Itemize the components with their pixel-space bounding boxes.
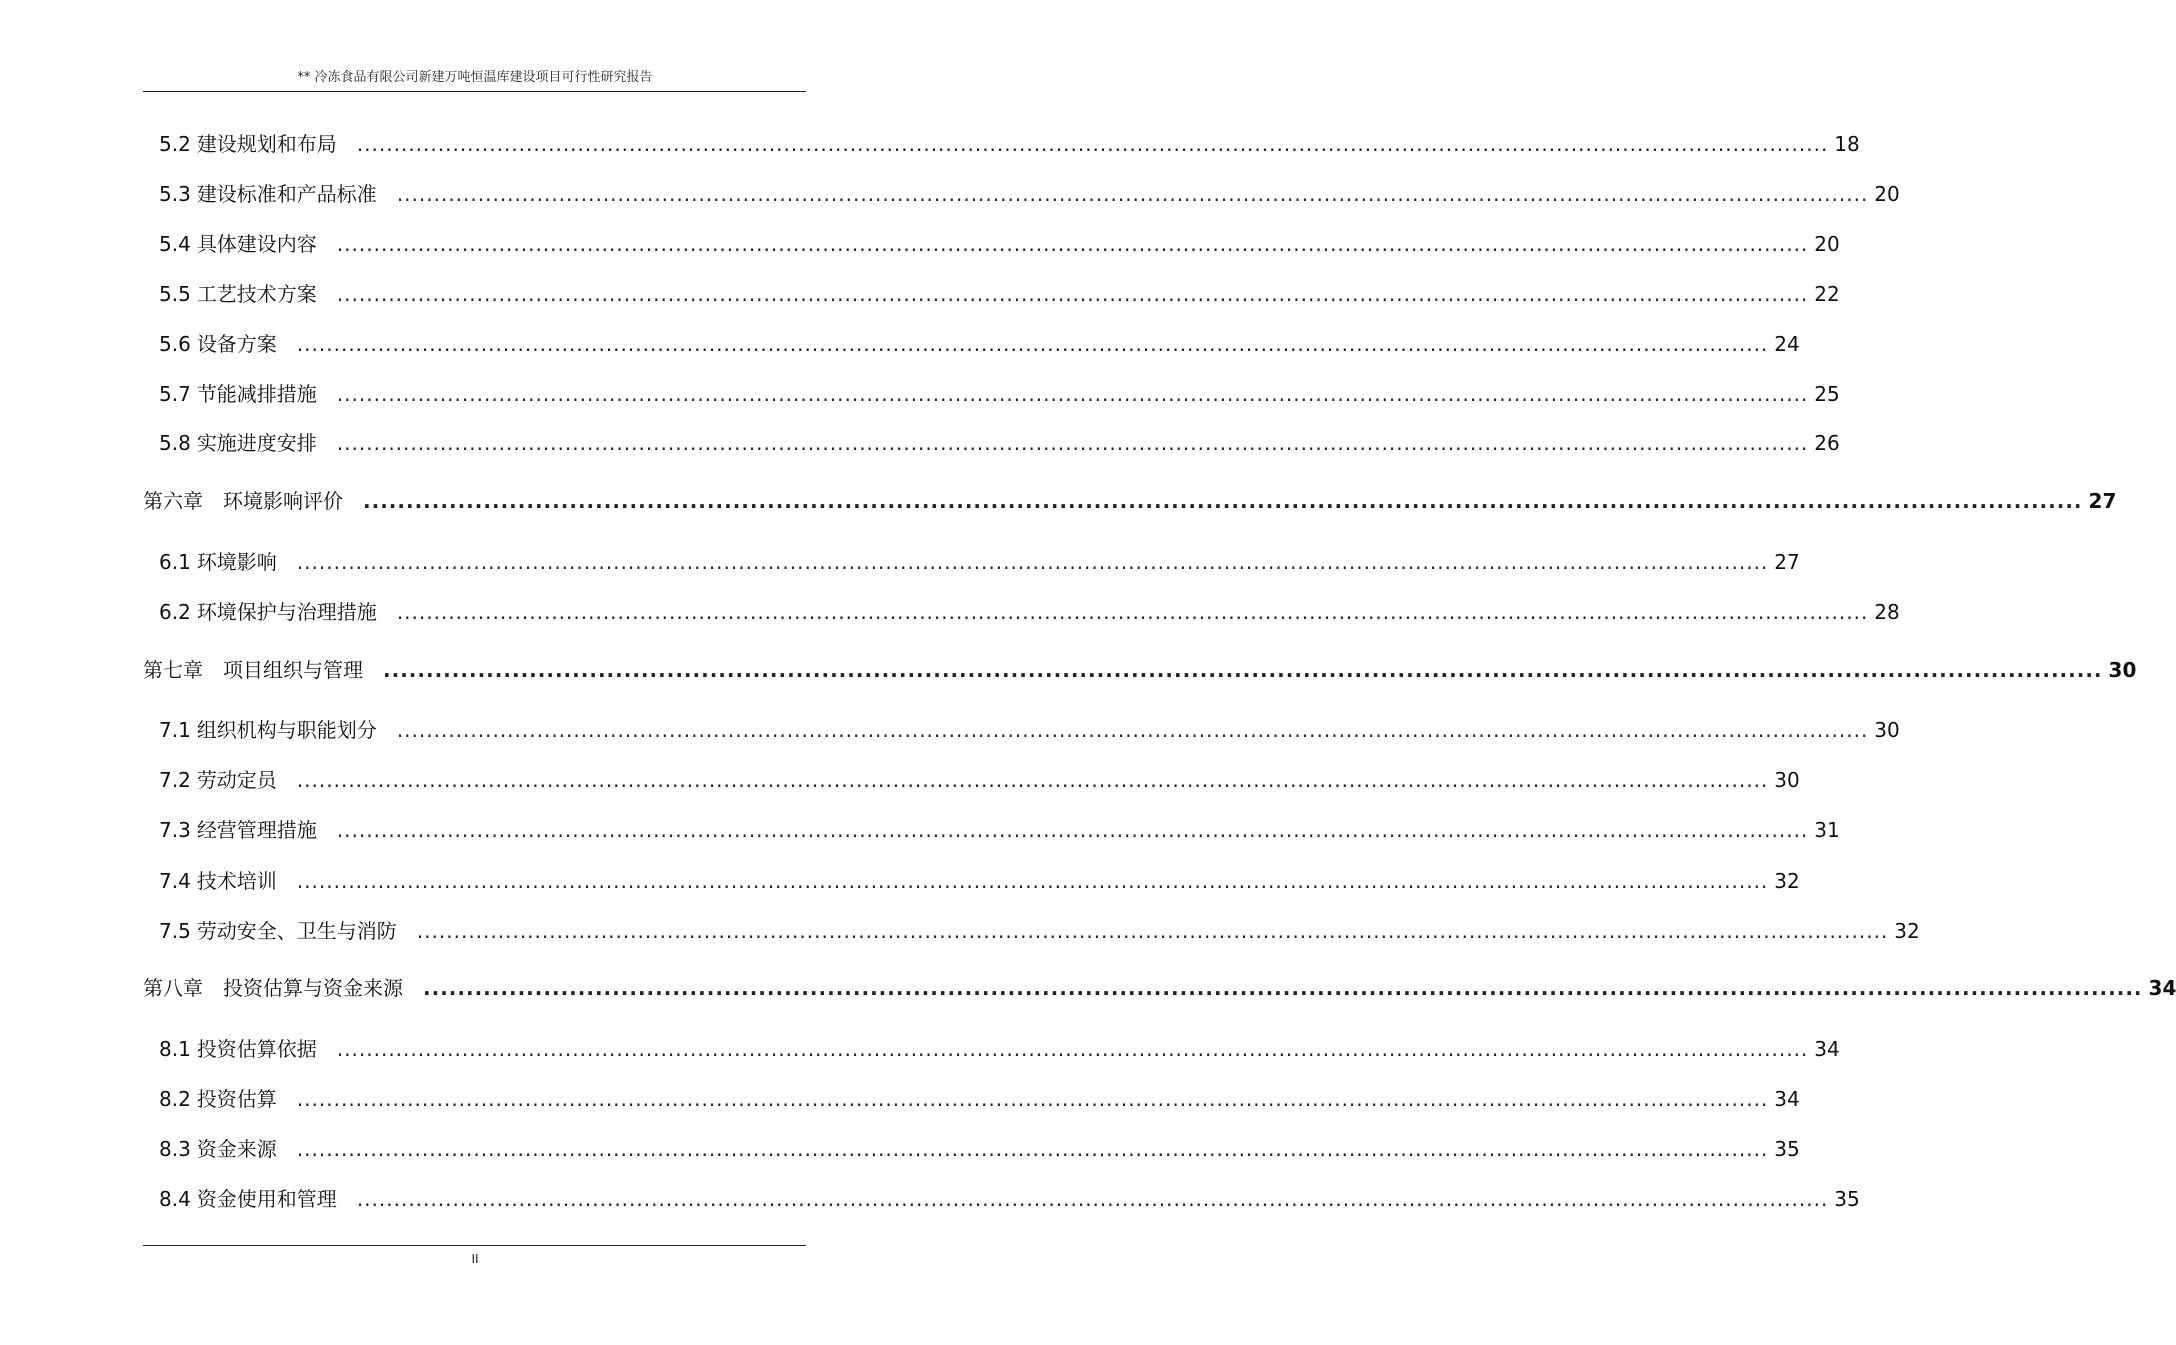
toc-entry-title: 具体建设内容 bbox=[196, 232, 317, 256]
toc-entry[interactable] bbox=[159, 330, 1800, 358]
toc-entry[interactable] bbox=[159, 1135, 1800, 1163]
toc-entry-page: 26 bbox=[1814, 431, 1840, 455]
toc-entry-number: 8.3 bbox=[159, 1137, 191, 1161]
toc-entry-title: 投资估算 bbox=[196, 1087, 277, 1111]
toc-leader-dots: ........................................................................................................................................................................................................ bbox=[296, 1137, 1769, 1161]
toc-entry-number: 8.2 bbox=[159, 1087, 191, 1111]
toc-entry-number: 7.2 bbox=[159, 768, 191, 792]
toc-entry-number: 6.1 bbox=[159, 550, 191, 574]
toc-leader-dots: ........................................................................................................................................................................................................ bbox=[336, 282, 1809, 306]
toc-chapter-number: 第八章 bbox=[143, 976, 203, 1000]
toc-leader-dots: ........................................................................................................................................................................................................ bbox=[396, 718, 1869, 742]
toc-entry-page: 20 bbox=[1874, 182, 1900, 206]
toc-entry[interactable] bbox=[159, 429, 1840, 457]
toc-entry[interactable] bbox=[159, 867, 1800, 895]
toc-entry-number: 7.1 bbox=[159, 718, 191, 742]
toc-entry-number: 5.5 bbox=[159, 282, 191, 306]
toc-leader-dots: ........................................................................................................................................................................................................ bbox=[363, 489, 2083, 513]
toc-leader-dots: ........................................................................................................................................................................................................ bbox=[423, 976, 2143, 1000]
toc-entry-title: 节能减排措施 bbox=[196, 382, 317, 406]
toc-entry[interactable] bbox=[159, 716, 1900, 744]
toc-entry-number: 5.3 bbox=[159, 182, 191, 206]
toc-entry[interactable] bbox=[159, 1185, 1860, 1213]
toc-entry-title: 建设规划和布局 bbox=[196, 132, 337, 156]
toc-leader-dots: ........................................................................................................................................................................................................ bbox=[416, 919, 1889, 943]
toc-entry-page: 31 bbox=[1814, 818, 1840, 842]
toc-entry[interactable] bbox=[159, 598, 1900, 626]
toc-entry-title: 技术培训 bbox=[196, 869, 277, 893]
toc-chapter-entry[interactable] bbox=[143, 656, 2137, 684]
toc-entry-page: 18 bbox=[1834, 132, 1860, 156]
toc-chapter-page: 34 bbox=[2148, 976, 2176, 1000]
toc-entry-number: 8.4 bbox=[159, 1187, 191, 1211]
toc-entry[interactable] bbox=[159, 1035, 1840, 1063]
toc-chapter-title: 项目组织与管理 bbox=[223, 658, 363, 682]
toc-entry-page: 34 bbox=[1814, 1037, 1840, 1061]
toc-leader-dots: ........................................................................................................................................................................................................ bbox=[396, 182, 1869, 206]
toc-entry-title: 工艺技术方案 bbox=[196, 282, 317, 306]
toc-entry[interactable] bbox=[159, 130, 1860, 158]
toc-entry-number: 5.8 bbox=[159, 431, 191, 455]
toc-chapter-title: 环境影响评价 bbox=[223, 489, 343, 513]
toc-entry[interactable] bbox=[159, 917, 1920, 945]
toc-leader-dots: ........................................................................................................................................................................................................ bbox=[356, 1187, 1829, 1211]
toc-entry[interactable] bbox=[159, 230, 1840, 258]
toc-entry-title: 设备方案 bbox=[196, 332, 277, 356]
toc-entry-number: 5.4 bbox=[159, 232, 191, 256]
toc-entry-page: 22 bbox=[1814, 282, 1840, 306]
toc-entry-title: 资金来源 bbox=[196, 1137, 277, 1161]
toc-entry-page: 32 bbox=[1774, 869, 1800, 893]
toc-entry-number: 7.4 bbox=[159, 869, 191, 893]
toc-entry-number: 6.2 bbox=[159, 600, 191, 624]
toc-chapter-title: 投资估算与资金来源 bbox=[223, 976, 403, 1000]
toc-entry[interactable] bbox=[159, 548, 1800, 576]
toc-entry-page: 30 bbox=[1774, 768, 1800, 792]
toc-leader-dots: ........................................................................................................................................................................................................ bbox=[336, 818, 1809, 842]
footer-rule bbox=[143, 1245, 806, 1246]
toc-entry[interactable] bbox=[159, 1085, 1800, 1113]
toc-entry-number: 7.5 bbox=[159, 919, 191, 943]
toc-entry-title: 建设标准和产品标准 bbox=[196, 182, 377, 206]
toc-chapter-page: 27 bbox=[2088, 489, 2117, 513]
toc-leader-dots: ........................................................................................................................................................................................................ bbox=[336, 382, 1809, 406]
toc-entry-number: 7.3 bbox=[159, 818, 191, 842]
toc-entry-page: 35 bbox=[1834, 1187, 1860, 1211]
toc-entry-title: 投资估算依据 bbox=[196, 1037, 317, 1061]
toc-entry-page: 27 bbox=[1774, 550, 1800, 574]
toc-leader-dots: ........................................................................................................................................................................................................ bbox=[356, 132, 1829, 156]
toc-leader-dots: ........................................................................................................................................................................................................ bbox=[383, 658, 2103, 682]
toc-chapter-number: 第六章 bbox=[143, 489, 203, 513]
toc-entry-number: 5.6 bbox=[159, 332, 191, 356]
toc-entry-page: 32 bbox=[1894, 919, 1920, 943]
toc-entry-page: 35 bbox=[1774, 1137, 1800, 1161]
toc-entry-number: 5.7 bbox=[159, 382, 191, 406]
toc-entry-page: 34 bbox=[1774, 1087, 1800, 1111]
toc-entry-page: 30 bbox=[1874, 718, 1900, 742]
toc-entry-page: 28 bbox=[1874, 600, 1900, 624]
toc-entry-page: 25 bbox=[1814, 382, 1840, 406]
toc-entry[interactable] bbox=[159, 380, 1840, 408]
toc-leader-dots: ........................................................................................................................................................................................................ bbox=[296, 332, 1769, 356]
toc-entry-page: 20 bbox=[1814, 232, 1840, 256]
toc-entry-title: 经营管理措施 bbox=[196, 818, 317, 842]
toc-leader-dots: ........................................................................................................................................................................................................ bbox=[336, 1037, 1809, 1061]
toc-entry-title: 资金使用和管理 bbox=[196, 1187, 337, 1211]
toc-entry-number: 8.1 bbox=[159, 1037, 191, 1061]
toc-entry[interactable] bbox=[159, 816, 1840, 844]
toc-leader-dots: ........................................................................................................................................................................................................ bbox=[296, 869, 1769, 893]
toc-leader-dots: ........................................................................................................................................................................................................ bbox=[336, 232, 1809, 256]
toc-chapter-page: 30 bbox=[2108, 658, 2137, 682]
toc-leader-dots: ........................................................................................................................................................................................................ bbox=[396, 600, 1869, 624]
toc-leader-dots: ........................................................................................................................................................................................................ bbox=[296, 1087, 1769, 1111]
toc-entry[interactable] bbox=[159, 766, 1800, 794]
toc-entry-number: 5.2 bbox=[159, 132, 191, 156]
toc-entry-title: 环境影响 bbox=[196, 550, 277, 574]
toc-leader-dots: ........................................................................................................................................................................................................ bbox=[336, 431, 1809, 455]
toc-chapter-number: 第七章 bbox=[143, 658, 203, 682]
running-header: ** 冷冻食品有限公司新建万吨恒温库建设项目可行性研究报告 bbox=[297, 70, 653, 85]
toc-entry-title: 劳动定员 bbox=[196, 768, 277, 792]
toc-entry-title: 劳动安全、卫生与消防 bbox=[196, 919, 397, 943]
toc-leader-dots: ........................................................................................................................................................................................................ bbox=[296, 768, 1769, 792]
toc-chapter-entry[interactable] bbox=[143, 974, 2176, 1002]
toc-entry[interactable] bbox=[159, 180, 1900, 208]
toc-entry-page: 24 bbox=[1774, 332, 1800, 356]
toc-entry[interactable] bbox=[159, 280, 1840, 308]
page-number: II bbox=[471, 1252, 479, 1266]
toc-entry-title: 实施进度安排 bbox=[196, 431, 317, 455]
toc-leader-dots: ........................................................................................................................................................................................................ bbox=[296, 550, 1769, 574]
toc-chapter-entry[interactable] bbox=[143, 487, 2117, 515]
toc-entry-title: 环境保护与治理措施 bbox=[196, 600, 377, 624]
toc-entry-title: 组织机构与职能划分 bbox=[196, 718, 377, 742]
